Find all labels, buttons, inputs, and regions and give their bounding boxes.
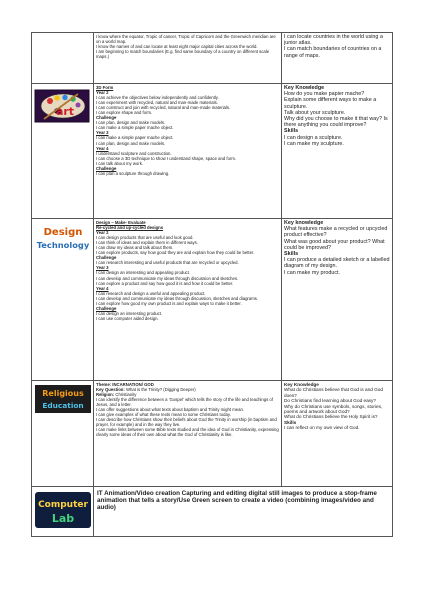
geography-logo-cell [32,33,94,84]
text-line: I understand sculpture and construction. [96,150,172,156]
re-logo-line1: Religious [42,389,84,398]
dt-logo-cell [32,219,94,381]
text-line: I can draw my ideas and talk about them. [96,245,174,251]
text-line: What features make a recycled or upcycled product effective? [284,226,388,239]
text-line: Skills [284,251,299,258]
text-line: Challenge [96,305,117,311]
text-line: I can make a simple paper mache object. [96,125,174,131]
art-logo-cell [32,84,94,219]
text-line: I can make links between some Bible texts studied and the idea of God in Christianity, expressing clearly some ideas of their own about what the God of Christianity is like. [96,427,279,438]
text-line-prefix: Key Question: [96,387,125,393]
text-line: I can give examples of what these texts mean to some Christians today. [96,412,231,418]
text-line: I can make a simple paper mache object. [96,135,174,141]
text-line: I can think of ideas and explain them in different ways. [96,240,198,246]
geography-row [32,33,393,84]
text-line: What do Christians believe that God is and God does? [284,387,384,398]
text-line: I am beginning to match boundaries (E.g. find same boundary of a country on different scale maps.) [96,49,270,60]
text-line: I can match boundaries of countries on a range of maps. [284,46,382,59]
text-line: I can explore how good my own product is and explain ways to make it better. [96,300,242,306]
text-line: What was good about your product? What could be improved? [284,238,385,251]
dt-knowledge [282,219,393,381]
computing-row [32,487,393,537]
text-line: Challenge [96,115,117,121]
re-logo-line2: Education [42,401,84,410]
text-line: I can explore shape and form. [96,110,153,116]
dt-row [32,219,393,381]
art-objectives [94,84,282,219]
text-line: I can offer suggestions about what texts about baptism and Trinity might mean. [96,407,245,413]
text-line: I can choose a 3D technique to show I understand shape, space and form. [96,155,237,161]
dt-logo-line2: Technology [36,240,90,250]
text-line: Year 4 [96,285,109,291]
text-line: I can develop and communicate my ideas through discussion and sketches. [96,275,239,281]
text-line: Re-cycled and up-cycled designs [96,225,164,231]
dt-logo-line1: Design [43,227,83,238]
curriculum-table [31,32,393,537]
re-objectives [94,381,282,487]
text-line: Challenge [96,165,117,171]
text-line: I know the names of and can locate at least eight major capital cities across the world. [96,44,258,50]
text-line: Year 2 [96,230,109,236]
art-row [32,84,393,219]
text-line: Challenge [96,255,117,261]
text-line: Year 4 [96,145,109,151]
re-knowledge [282,381,393,487]
text-line: Skills [284,419,297,425]
text-line: Religion: Christianity [96,392,137,398]
computing-logo-line1: Computer [38,500,88,510]
text-line: I know where the equator, Tropic of cancer, Tropic of Capricorn and the Greenwich meridian are on a world map. [96,34,276,45]
text-line: I can plan, design and make models. [96,140,166,146]
text-line: I can design an interesting and appealing product. [96,270,191,276]
re-logo-cell [32,381,94,487]
text-line: I can develop and communicate my ideas through discussion, sketches and diagrams. [96,295,259,301]
design-technology-logo [34,222,92,254]
text-line: I can make my sculpture. [284,140,344,147]
text-line: I can experiment with recycled, natural and man-made materials. [96,100,218,106]
text-line: I can plan a sculpture through drawing. [96,170,170,176]
text-line: I can design products that are useful and look good. [96,235,194,241]
geography-knowledge [282,33,393,84]
dt-objectives [94,219,282,381]
text-line: I can make my product. [284,269,341,276]
text-line: I can research interesting and useful products that are recycled or upcycled. [96,260,239,266]
text-line: Explain some different ways to make a sculpture. [284,97,377,110]
geography-objectives [94,33,282,84]
art-knowledge [282,84,393,219]
text-line: I can explore products, say how good they are and explain how they could be better. [96,250,255,256]
art-logo-text: art [55,105,75,118]
computing-logo-cell [32,487,94,537]
text-line: Do Christians find learning about God easy? [284,398,376,404]
text-line: Year 3 [96,130,109,136]
text-line: Skills [284,128,299,135]
text-line: I can plan, design and make models. [96,120,166,126]
text-line: I can identify the difference between a ‘Gospel’ which tells the story of the life and teachings of Jesus, and a letter. [96,397,273,408]
computing-banner: IT Animation/Video creation Capturing and editing digital still images to produce a stop-frame animation that tells a story/Use Green screen to create a video (combining images/video and audio) [94,487,393,537]
text-line: Key Knowledge [284,85,325,91]
text-line: I can talk about my work. [96,160,144,166]
text-line: I can research and design a useful and appealing product. [96,290,206,296]
text-line-prefix: Religion: [96,392,115,398]
text-line: I can design a sculpture. [284,134,343,141]
text-line: Theme: INCARNATION/ GOD [96,382,154,387]
computing-logo-line2: Lab [51,512,75,525]
text-line: How do you make papier mache? [284,91,365,98]
re-row [32,381,393,487]
text-line: What do Christians believe the Holy Spirit is? [284,414,378,420]
text-line: 3D Form [96,85,114,90]
text-line: I can design an interesting product. [96,310,163,316]
text-line: Why do Christians use symbols, songs, stories, poems and artwork about God? [284,403,383,415]
computer-lab-logo [34,490,92,530]
text-line: Talk about your sculpture. [284,109,346,116]
text-line: I can produce a detailed sketch or a labelled diagram of my design. [284,257,390,270]
text-line: I can locate countries in the world using a junior atlas. [284,34,383,47]
religious-education-logo [34,384,92,414]
text-line: Year 3 [96,265,109,271]
text-line: I can use computer aided design. [96,315,159,321]
text-line: I can achieve the objectives below independently and confidently. [96,95,219,101]
text-line: I can describe how Christians show their beliefs about God the Trinity in worship (in baptism and prayer, for example) and in the way they live. [96,417,277,428]
text-line: I can explore a product and say how good it is and how it could be better. [96,280,234,286]
text-line: Key knowledge [284,220,324,226]
text-line: I can reflect on my own view of God. [284,425,360,431]
text-line: Design – Make- Evaluate [96,220,146,225]
text-line: Key Question: What is the Trinity? (Digging Deeper) [96,387,196,393]
text-line: Year 2 [96,90,109,96]
text-line: Key Knowledge [284,382,319,387]
art-palette-logo [34,89,90,123]
text-line: I can construct and join with recycled, natural and man-made materials. [96,105,231,111]
text-line: Why did you choose to make it that way? Is there anything you could improve? [284,116,388,129]
